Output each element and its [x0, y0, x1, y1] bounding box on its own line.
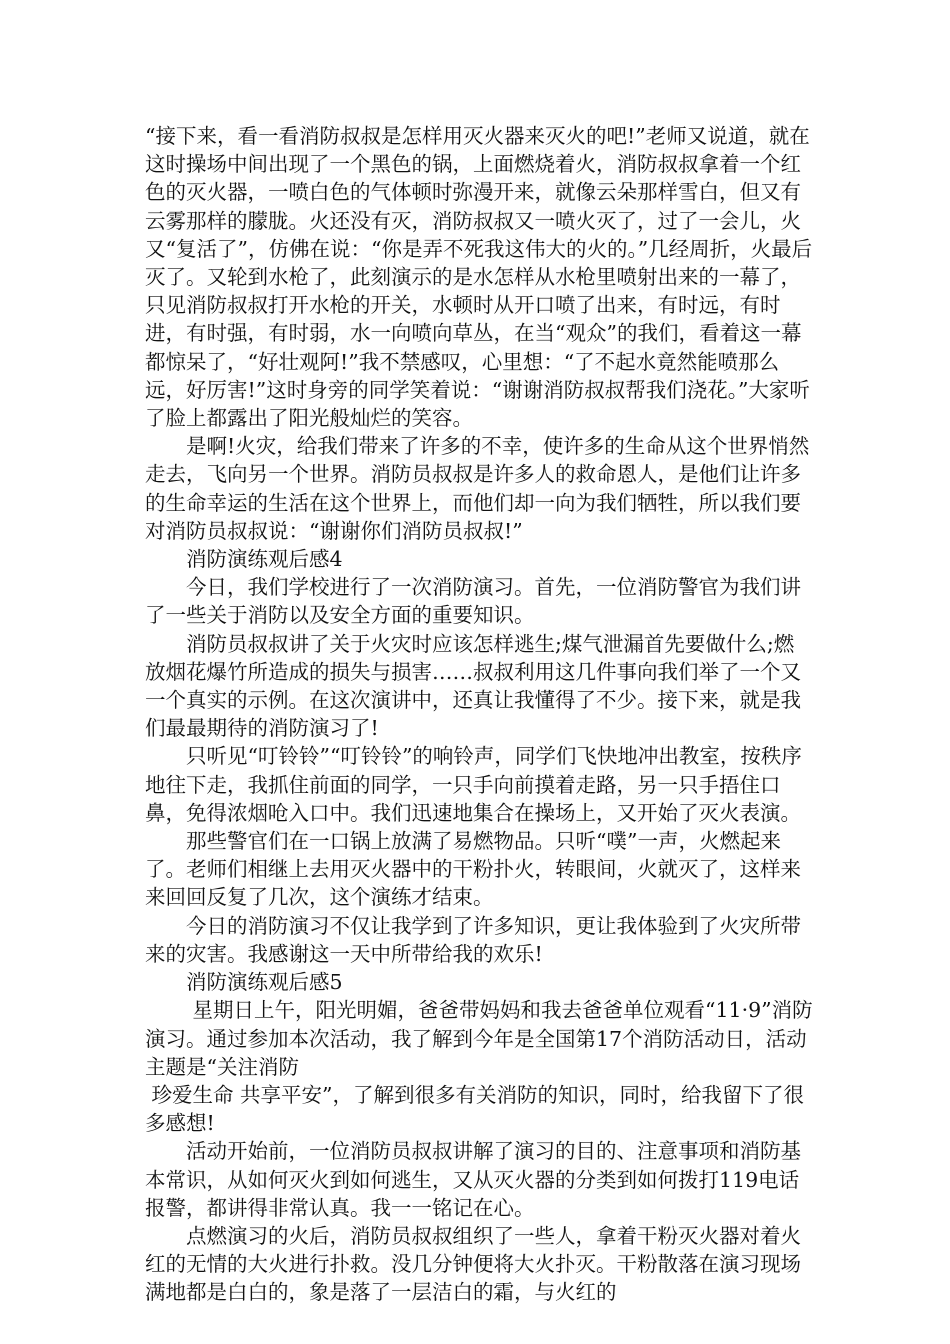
paragraph-9: 活动开始前，一位消防员叔叔讲解了演习的目的、注意事项和消防基本常识，从如何灭火到如何逃生，又从灭火器的分类到如何拨打119电话报警，都讲得非常认真。我一一铭记在心。	[145, 1139, 801, 1220]
paragraph-1: “接下来，看一看消防叔叔是怎样用灭火器来灭火的吧!”老师又说道，就在这时操场中间出现了一个黑色的锅，上面燃烧着火，消防叔叔拿着一个红色的灭火器，一喷白色的气体顿时弥漫开来，就像云朵那样雪白，但又有云雾那样的朦胧。火还没有灭，消防叔叔又一喷火灭了，过了一会儿，火又“复活了”，仿佛在说：“你是弄不死我这伟大的火的。”几经周折，火最后灭了。又轮到水枪了，此刻演示的是水怎样从水枪里喷射出来的一幕了，只见消防叔叔打开水枪的开关，水顿时从开口喷了出来，有时远，有时进，有时强，有时弱，水一向喷向草丛，在当“观众”的我们，看着这一幕都惊呆了，“好壮观阿!”我不禁感叹，心里想：“了不起水竟然能喷那么远，好厉害!”这时身旁的同学笑着说：“谢谢消防叔叔帮我们浇花。”大家听了脸上都露出了阳光般灿烂的笑容。	[145, 124, 813, 431]
paragraph-2: 是啊!火灾，给我们带来了许多的不幸，使许多的生命从这个世界悄然走去，飞向另一个世界。消防员叔叔是许多人的救命恩人，是他们让许多的生命幸运的生活在这个世界上，而他们却一向为我们牺牲，所以我们要对消防员叔叔说：“谢谢你们消防员叔叔!”	[145, 434, 810, 543]
paragraph-10: 点燃演习的火后，消防员叔叔组织了一些人，拿着干粉灭火器对着火红的无情的大火进行扑救。没几分钟便将大火扑灭。干粉散落在演习现场满地都是白白的，象是落了一层洁白的霜，与火红的	[145, 1223, 801, 1305]
section-heading-5: 消防演练观后感5	[145, 970, 343, 995]
paragraph-5: 只听见“叮铃铃”“叮铃铃”的响铃声，同学们飞快地冲出教室，按秩序地往下走，我抓住前面的同学，一只手向前摸着走路，另一只手捂住口鼻，免得浓烟呛入口中。我们迅速地集合在操场上，又开始了灭火表演。	[145, 744, 802, 825]
document-body	[145, 122, 813, 1307]
paragraph-6: 那些警官们在一口锅上放满了易燃物品。只听“噗”一声，火燃起来了。老师们相继上去用灭火器中的干粉扑火，转眼间，火就灭了，这样来来回回反复了几次，这个演练才结束。	[145, 829, 801, 910]
section-heading-4: 消防演练观后感4	[145, 547, 343, 572]
paragraph-4: 消防员叔叔讲了关于火灾时应该怎样逃生;煤气泄漏首先要做什么;燃放烟花爆竹所造成的损失与损害……叔叔利用这几件事向我们举了一个又一个真实的示例。在这次演讲中，还真让我懂得了不少。接下来，就是我们最最期待的消防演习了!	[145, 631, 801, 741]
paragraph-3: 今日，我们学校进行了一次消防演习。首先，一位消防警官为我们讲了一些关于消防以及安全方面的重要知识。	[145, 575, 801, 628]
paragraph-8: 星期日上午，阳光明媚，爸爸带妈妈和我去爸爸单位观看“11·9”消防演习。通过参加本次活动，我了解到今年是全国第17个消防活动日，活动主题是“关注消防 珍爱生命 共享平安”，了解到很多有关消防的知识，同时，给我留下了很多感想!	[145, 998, 813, 1136]
paragraph-7: 今日的消防演习不仅让我学到了许多知识，更让我体验到了火灾所带来的灾害。我感谢这一天中所带给我的欢乐!	[145, 913, 801, 966]
